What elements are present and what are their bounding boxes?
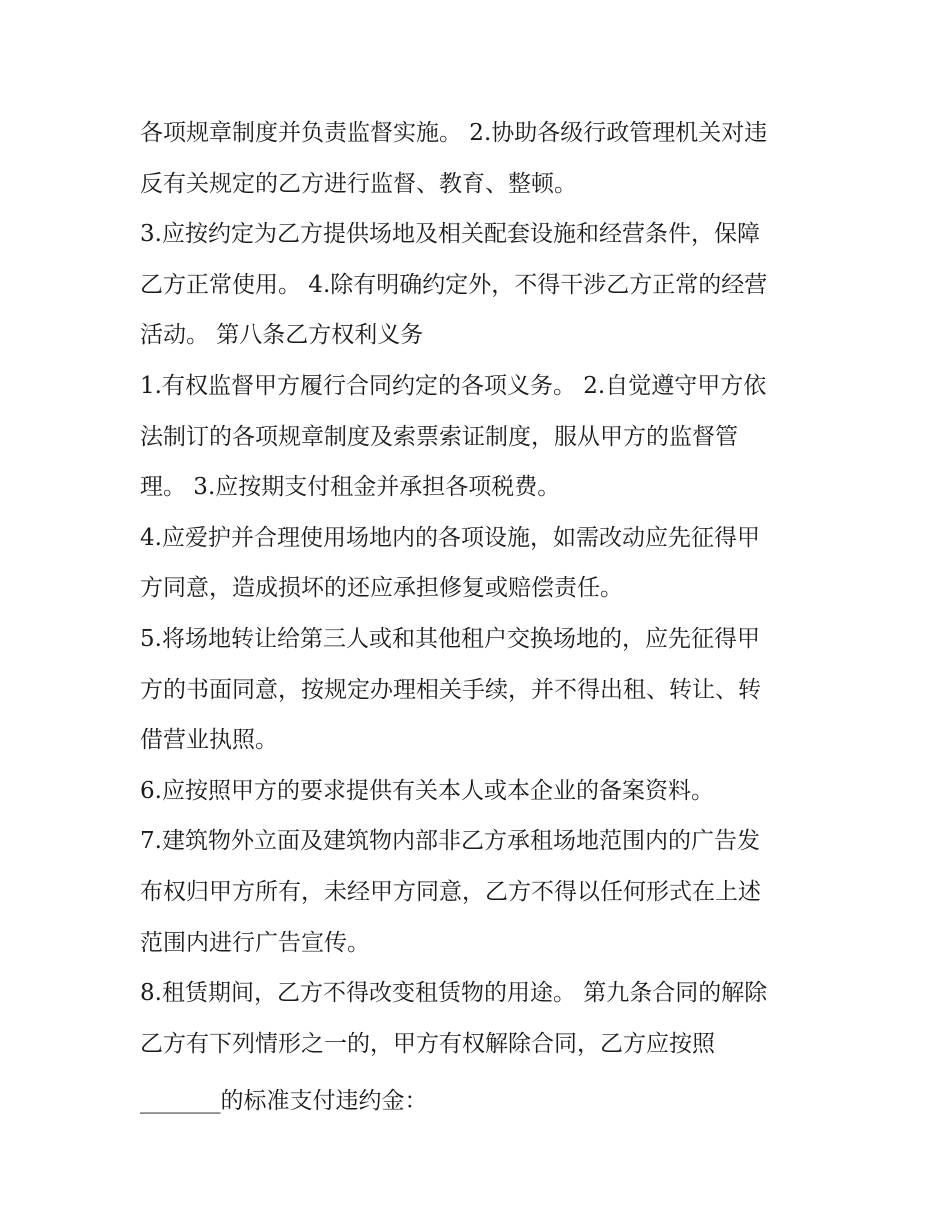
- text-line: 法制订的各项规章制度及索票索证制度，服从甲方的监督管: [140, 423, 738, 450]
- contract-body-text: [140, 108, 812, 1129]
- text-line: 7.建筑物外立面及建筑物内部非乙方承租场地范围内的广告发: [140, 828, 760, 855]
- text-line: 8.租赁期间，乙方不得改变租赁物的用途。 第九条合同的解除: [140, 980, 768, 1007]
- text-line: 1.有权监督甲方履行合同约定的各项义务。 2.自觉遵守甲方依: [140, 372, 767, 399]
- text-line: 方同意，造成损坏的还应承担修复或赔偿责任。: [140, 575, 623, 602]
- text-line: _______的标准支付违约金：: [140, 1088, 428, 1115]
- text-line: 活动。 第八条乙方权利义务: [140, 322, 424, 349]
- text-line: 乙方正常使用。 4.除有明确约定外，不得干涉乙方正常的经营: [140, 271, 768, 298]
- text-line: 5.将场地转让给第三人或和其他租户交换场地的，应先征得甲: [140, 625, 760, 652]
- text-line: 借营业执照。: [140, 727, 278, 754]
- text-line: 6.应按照甲方的要求提供有关本人或本企业的备案资料。: [140, 777, 714, 804]
- text-line: 方的书面同意，按规定办理相关手续，并不得出租、转让、转: [140, 676, 761, 703]
- text-line: 乙方有下列情形之一的，甲方有权解除合同，乙方应按照: [140, 1030, 715, 1057]
- text-line: 各项规章制度并负责监督实施。 2.协助各级行政管理机关对违: [140, 120, 768, 146]
- text-line: 3.应按约定为乙方提供场地及相关配套设施和经营条件，保障: [140, 221, 760, 248]
- text-line: 布权归甲方所有，未经甲方同意，乙方不得以任何形式在上述: [140, 878, 761, 905]
- text-line: 范围内进行广告宣传。: [140, 929, 370, 956]
- text-line: 理。 3.应按期支付租金并承担各项税费。: [140, 474, 561, 501]
- text-line: 4.应爱护并合理使用场地内的各项设施，如需改动应先征得甲: [140, 524, 760, 551]
- text-line: 反有关规定的乙方进行监督、教育、整顿。: [140, 170, 577, 197]
